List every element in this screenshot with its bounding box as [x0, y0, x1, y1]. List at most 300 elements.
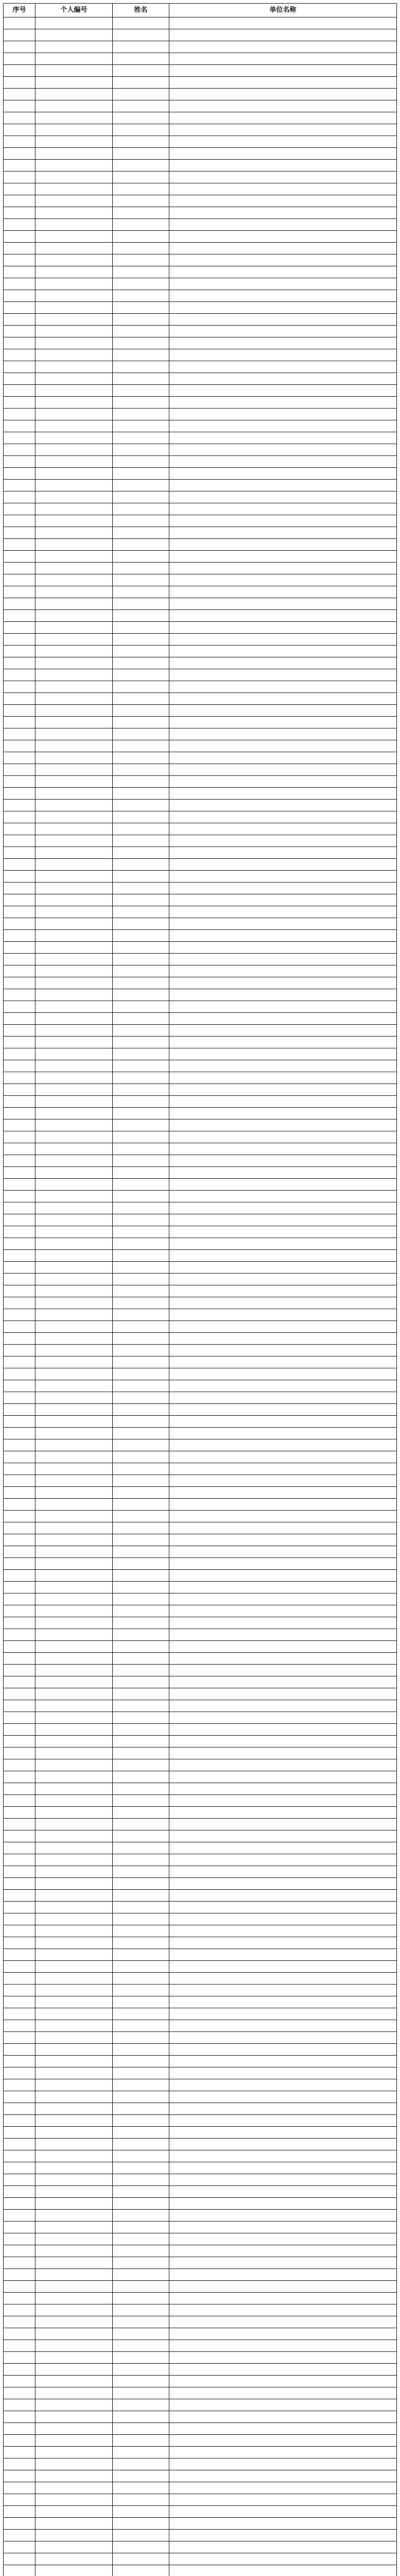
cell-employer: [169, 2103, 397, 2115]
cell-index: [4, 1037, 36, 1048]
cell-employer: [169, 1285, 397, 1297]
cell-personal-id: [36, 2506, 113, 2518]
cell-personal-id: [36, 2115, 113, 2127]
cell-name: [113, 515, 169, 527]
table-row: [4, 444, 397, 456]
cell-index: [4, 823, 36, 835]
cell-index: [4, 2174, 36, 2186]
cell-index: [4, 41, 36, 53]
table-row: [4, 1285, 397, 1297]
cell-employer: [169, 1653, 397, 1665]
table-row: [4, 492, 397, 503]
cell-index: [4, 2541, 36, 2553]
table-row: [4, 1013, 397, 1025]
cell-name: [113, 2103, 169, 2115]
table-row: [4, 18, 397, 29]
cell-employer: [169, 2459, 397, 2470]
cell-name: [113, 1001, 169, 1013]
cell-name: [113, 444, 169, 456]
cell-personal-id: [36, 942, 113, 954]
cell-index: [4, 515, 36, 527]
cell-index: [4, 1345, 36, 1357]
cell-personal-id: [36, 468, 113, 480]
table-row: [4, 1771, 397, 1783]
cell-employer: [169, 1297, 397, 1309]
cell-personal-id: [36, 788, 113, 800]
cell-name: [113, 1250, 169, 1262]
cell-name: [113, 1712, 169, 1724]
cell-employer: [169, 124, 397, 136]
table-row: [4, 977, 397, 989]
cell-personal-id: [36, 1724, 113, 1736]
cell-index: [4, 1238, 36, 1250]
cell-name: [113, 1499, 169, 1511]
cell-personal-id: [36, 1819, 113, 1831]
cell-employer: [169, 1890, 397, 1902]
cell-name: [113, 2328, 169, 2340]
cell-index: [4, 2328, 36, 2340]
cell-index: [4, 409, 36, 420]
cell-employer: [169, 1108, 397, 1120]
table-row: [4, 2553, 397, 2565]
cell-name: [113, 610, 169, 622]
cell-name: [113, 2411, 169, 2423]
cell-name: [113, 1807, 169, 1819]
cell-index: [4, 1131, 36, 1143]
cell-employer: [169, 1392, 397, 1404]
cell-personal-id: [36, 1214, 113, 1226]
table-row: [4, 1191, 397, 1202]
table-row: [4, 2541, 397, 2553]
cell-personal-id: [36, 1333, 113, 1345]
cell-name: [113, 1665, 169, 1676]
cell-name: [113, 2470, 169, 2482]
cell-index: [4, 77, 36, 89]
cell-name: [113, 989, 169, 1001]
table-row: [4, 728, 397, 740]
table-row: [4, 136, 397, 148]
cell-personal-id: [36, 2352, 113, 2364]
cell-personal-id: [36, 480, 113, 492]
cell-name: [113, 1143, 169, 1155]
cell-index: [4, 728, 36, 740]
cell-employer: [169, 337, 397, 349]
cell-index: [4, 1072, 36, 1084]
cell-employer: [169, 1878, 397, 1890]
cell-employer: [169, 2387, 397, 2399]
cell-name: [113, 2565, 169, 2576]
cell-employer: [169, 1724, 397, 1736]
table-row: [4, 1996, 397, 2008]
cell-personal-id: [36, 409, 113, 420]
cell-index: [4, 1511, 36, 1522]
table-row: [4, 2411, 397, 2423]
cell-index: [4, 1084, 36, 1096]
table-row: [4, 183, 397, 195]
cell-personal-id: [36, 1108, 113, 1120]
cell-index: [4, 551, 36, 563]
cell-employer: [169, 1072, 397, 1084]
cell-employer: [169, 1060, 397, 1072]
cell-personal-id: [36, 349, 113, 361]
table-row: [4, 574, 397, 586]
cell-employer: [169, 1665, 397, 1676]
cell-index: [4, 2376, 36, 2387]
cell-index: [4, 2506, 36, 2518]
table-row: [4, 456, 397, 468]
cell-employer: [169, 693, 397, 705]
cell-name: [113, 705, 169, 717]
table-row: [4, 361, 397, 373]
cell-employer: [169, 2269, 397, 2281]
cell-personal-id: [36, 1451, 113, 1463]
cell-index: [4, 610, 36, 622]
cell-personal-id: [36, 2150, 113, 2162]
cell-name: [113, 1072, 169, 1084]
cell-name: [113, 1037, 169, 1048]
cell-personal-id: [36, 1665, 113, 1676]
table-row: [4, 2079, 397, 2091]
cell-name: [113, 954, 169, 965]
cell-index: [4, 1048, 36, 1060]
cell-name: [113, 480, 169, 492]
cell-name: [113, 18, 169, 29]
cell-index: [4, 1795, 36, 1807]
table-row: [4, 1475, 397, 1487]
cell-personal-id: [36, 1238, 113, 1250]
cell-employer: [169, 2506, 397, 2518]
cell-employer: [169, 456, 397, 468]
cell-name: [113, 586, 169, 598]
cell-personal-id: [36, 2470, 113, 2482]
cell-personal-id: [36, 41, 113, 53]
cell-employer: [169, 302, 397, 314]
cell-index: [4, 1831, 36, 1842]
cell-employer: [169, 1439, 397, 1451]
cell-employer: [169, 1996, 397, 2008]
cell-index: [4, 231, 36, 243]
cell-name: [113, 2435, 169, 2447]
cell-name: [113, 65, 169, 77]
cell-personal-id: [36, 563, 113, 574]
cell-personal-id: [36, 1973, 113, 1985]
table-row: [4, 1653, 397, 1665]
cell-name: [113, 1641, 169, 1653]
cell-index: [4, 1937, 36, 1949]
cell-index: [4, 2553, 36, 2565]
cell-personal-id: [36, 2008, 113, 2020]
table-row: [4, 420, 397, 432]
cell-name: [113, 1214, 169, 1226]
cell-index: [4, 1807, 36, 1819]
cell-index: [4, 2233, 36, 2245]
cell-name: [113, 1155, 169, 1167]
cell-employer: [169, 2008, 397, 2020]
cell-index: [4, 1783, 36, 1795]
table-row: [4, 847, 397, 859]
cell-employer: [169, 2174, 397, 2186]
cell-personal-id: [36, 835, 113, 847]
cell-personal-id: [36, 1368, 113, 1380]
table-row: [4, 1167, 397, 1179]
cell-index: [4, 266, 36, 278]
cell-employer: [169, 2281, 397, 2293]
cell-employer: [169, 397, 397, 409]
cell-index: [4, 2020, 36, 2032]
table-row: [4, 373, 397, 385]
cell-personal-id: [36, 2222, 113, 2233]
table-row: [4, 1214, 397, 1226]
cell-employer: [169, 2127, 397, 2139]
table-row: [4, 29, 397, 41]
cell-index: [4, 2494, 36, 2506]
cell-name: [113, 2020, 169, 2032]
cell-index: [4, 1333, 36, 1345]
cell-personal-id: [36, 1262, 113, 1274]
cell-personal-id: [36, 2494, 113, 2506]
table-row: [4, 2056, 397, 2067]
cell-employer: [169, 492, 397, 503]
cell-personal-id: [36, 231, 113, 243]
cell-name: [113, 1439, 169, 1451]
cell-index: [4, 563, 36, 574]
cell-name: [113, 2079, 169, 2091]
cell-name: [113, 1570, 169, 1582]
table-row: [4, 2316, 397, 2328]
table-row: [4, 1048, 397, 1060]
cell-name: [113, 148, 169, 160]
cell-index: [4, 2008, 36, 2020]
cell-index: [4, 1890, 36, 1902]
cell-index: [4, 2032, 36, 2044]
cell-index: [4, 1143, 36, 1155]
table-row: [4, 1238, 397, 1250]
cell-name: [113, 1522, 169, 1534]
cell-name: [113, 1309, 169, 1321]
cell-index: [4, 906, 36, 918]
cell-employer: [169, 752, 397, 764]
cell-personal-id: [36, 1475, 113, 1487]
cell-index: [4, 100, 36, 112]
cell-index: [4, 2210, 36, 2222]
cell-personal-id: [36, 444, 113, 456]
cell-personal-id: [36, 965, 113, 977]
cell-employer: [169, 989, 397, 1001]
cell-name: [113, 1783, 169, 1795]
cell-name: [113, 195, 169, 207]
cell-employer: [169, 195, 397, 207]
cell-personal-id: [36, 124, 113, 136]
cell-index: [4, 1368, 36, 1380]
cell-personal-id: [36, 337, 113, 349]
cell-name: [113, 2186, 169, 2198]
cell-personal-id: [36, 800, 113, 811]
cell-employer: [169, 1226, 397, 1238]
cell-personal-id: [36, 1996, 113, 2008]
cell-personal-id: [36, 2304, 113, 2316]
table-row: [4, 1120, 397, 1131]
cell-personal-id: [36, 705, 113, 717]
cell-index: [4, 2316, 36, 2328]
cell-index: [4, 1499, 36, 1511]
cell-employer: [169, 349, 397, 361]
cell-name: [113, 1985, 169, 1996]
table-row: [4, 326, 397, 337]
cell-personal-id: [36, 989, 113, 1001]
cell-index: [4, 1665, 36, 1676]
table-row: [4, 2518, 397, 2530]
cell-index: [4, 219, 36, 231]
cell-employer: [169, 1925, 397, 1937]
cell-index: [4, 480, 36, 492]
table-row: [4, 965, 397, 977]
cell-name: [113, 1546, 169, 1558]
cell-personal-id: [36, 1558, 113, 1570]
cell-employer: [169, 100, 397, 112]
cell-employer: [169, 2482, 397, 2494]
cell-index: [4, 1321, 36, 1333]
cell-employer: [169, 2447, 397, 2459]
cell-name: [113, 1262, 169, 1274]
cell-employer: [169, 918, 397, 930]
cell-name: [113, 2139, 169, 2150]
cell-employer: [169, 1380, 397, 1392]
cell-personal-id: [36, 847, 113, 859]
cell-personal-id: [36, 1653, 113, 1665]
cell-name: [113, 906, 169, 918]
cell-employer: [169, 1700, 397, 1712]
cell-name: [113, 1321, 169, 1333]
cell-personal-id: [36, 2340, 113, 2352]
cell-personal-id: [36, 669, 113, 681]
cell-name: [113, 2245, 169, 2257]
cell-employer: [169, 1357, 397, 1368]
cell-name: [113, 1653, 169, 1665]
cell-index: [4, 883, 36, 894]
cell-index: [4, 326, 36, 337]
cell-name: [113, 231, 169, 243]
cell-personal-id: [36, 1712, 113, 1724]
cell-name: [113, 2162, 169, 2174]
cell-personal-id: [36, 1285, 113, 1297]
cell-index: [4, 18, 36, 29]
cell-personal-id: [36, 1309, 113, 1321]
cell-employer: [169, 788, 397, 800]
table-row: [4, 1309, 397, 1321]
cell-personal-id: [36, 1131, 113, 1143]
table-row: [4, 503, 397, 515]
cell-index: [4, 29, 36, 41]
cell-name: [113, 1475, 169, 1487]
cell-personal-id: [36, 1404, 113, 1416]
cell-index: [4, 1191, 36, 1202]
cell-index: [4, 1653, 36, 1665]
cell-employer: [169, 444, 397, 456]
table-row: [4, 800, 397, 811]
cell-name: [113, 1973, 169, 1985]
cell-name: [113, 871, 169, 883]
cell-personal-id: [36, 2364, 113, 2376]
cell-personal-id: [36, 634, 113, 646]
table-row: [4, 527, 397, 539]
table-row: [4, 337, 397, 349]
cell-employer: [169, 1522, 397, 1534]
cell-employer: [169, 112, 397, 124]
cell-personal-id: [36, 65, 113, 77]
cell-employer: [169, 278, 397, 290]
roster-sheet: [3, 3, 396, 2576]
cell-employer: [169, 1499, 397, 1511]
cell-employer: [169, 1084, 397, 1096]
cell-index: [4, 859, 36, 871]
cell-name: [113, 2340, 169, 2352]
cell-employer: [169, 1771, 397, 1783]
cell-personal-id: [36, 2530, 113, 2541]
table-row: [4, 290, 397, 302]
cell-index: [4, 1617, 36, 1629]
cell-name: [113, 965, 169, 977]
cell-index: [4, 669, 36, 681]
cell-name: [113, 2210, 169, 2222]
cell-name: [113, 574, 169, 586]
cell-employer: [169, 18, 397, 29]
cell-index: [4, 397, 36, 409]
cell-personal-id: [36, 492, 113, 503]
table-row: [4, 2257, 397, 2269]
cell-personal-id: [36, 1463, 113, 1475]
cell-index: [4, 1748, 36, 1759]
table-row: [4, 918, 397, 930]
cell-employer: [169, 669, 397, 681]
cell-personal-id: [36, 954, 113, 965]
header-row: [4, 4, 397, 18]
cell-personal-id: [36, 1013, 113, 1025]
cell-index: [4, 337, 36, 349]
table-row: [4, 883, 397, 894]
cell-personal-id: [36, 420, 113, 432]
cell-personal-id: [36, 894, 113, 906]
cell-personal-id: [36, 1025, 113, 1037]
cell-name: [113, 337, 169, 349]
cell-name: [113, 1582, 169, 1594]
table-row: [4, 1985, 397, 1996]
cell-employer: [169, 2222, 397, 2233]
table-row: [4, 586, 397, 598]
cell-index: [4, 2565, 36, 2576]
table-row: [4, 2340, 397, 2352]
cell-index: [4, 2079, 36, 2091]
cell-name: [113, 2008, 169, 2020]
cell-name: [113, 657, 169, 669]
cell-employer: [169, 1819, 397, 1831]
cell-personal-id: [36, 1700, 113, 1712]
cell-employer: [169, 2565, 397, 2576]
cell-name: [113, 1084, 169, 1096]
cell-personal-id: [36, 1297, 113, 1309]
cell-index: [4, 752, 36, 764]
cell-employer: [169, 503, 397, 515]
table-row: [4, 1617, 397, 1629]
cell-name: [113, 1404, 169, 1416]
cell-index: [4, 764, 36, 776]
table-row: [4, 1854, 397, 1866]
table-row: [4, 2387, 397, 2399]
cell-name: [113, 1202, 169, 1214]
cell-index: [4, 2518, 36, 2530]
cell-personal-id: [36, 2423, 113, 2435]
table-row: [4, 2494, 397, 2506]
cell-personal-id: [36, 1902, 113, 1913]
